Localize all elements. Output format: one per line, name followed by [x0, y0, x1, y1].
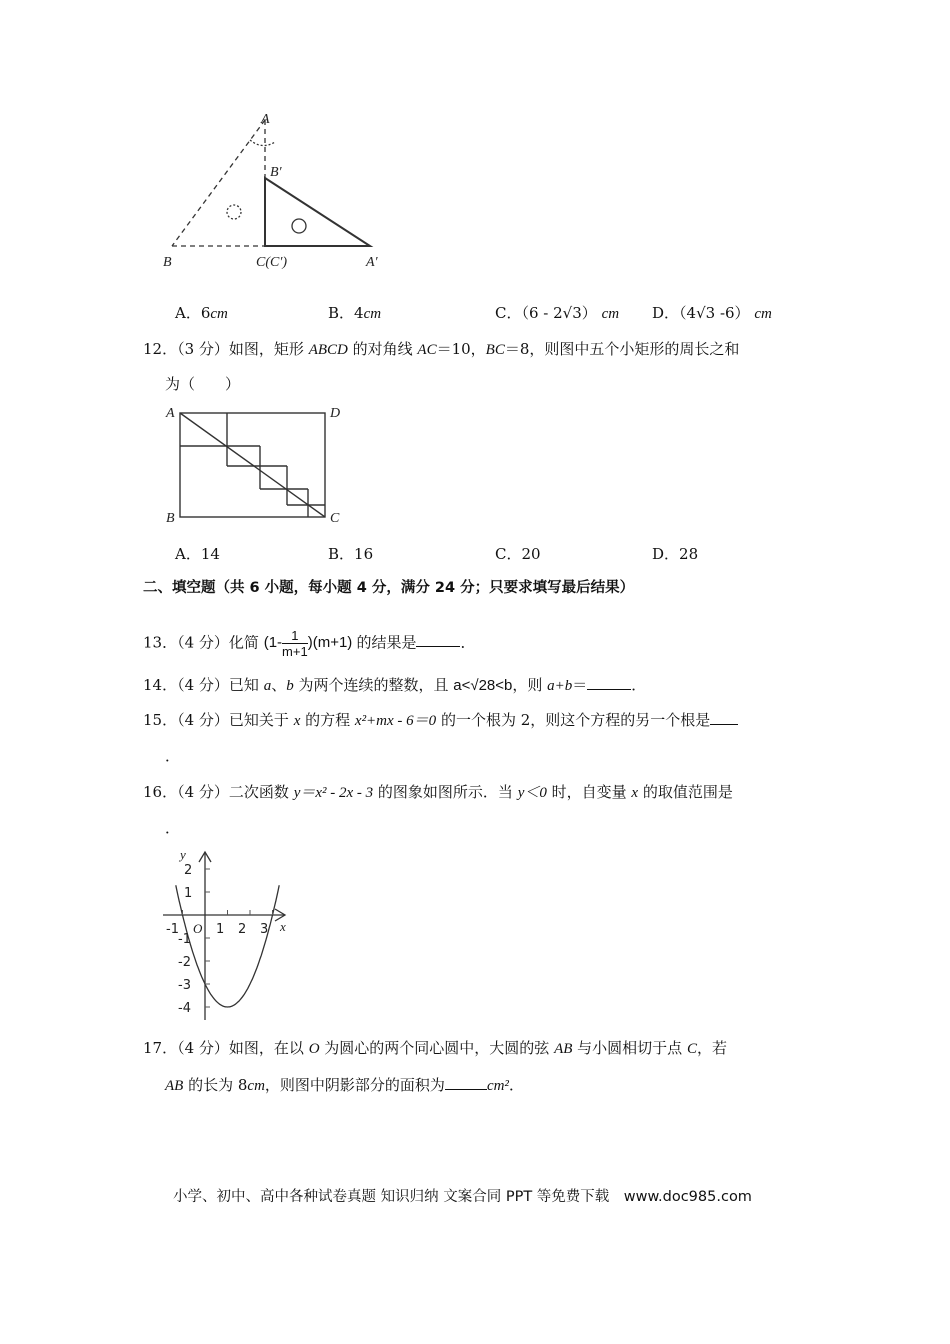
q11-option-b[interactable]: B．4cm	[328, 304, 382, 322]
q11-option-c[interactable]: C．（6 - 2√3） cm	[495, 304, 620, 322]
x-tick-label: 2	[238, 922, 247, 937]
y-tick-label: -3	[178, 978, 191, 993]
section-heading: 二、填空题（共 6 小题，每小题 4 分，满分 24 分；只要求填写最后结果）	[143, 580, 635, 596]
label-A: A	[261, 112, 270, 127]
q15-text: 15．（4 分）已知关于 x 的方程 x²+mx - 6＝0 的一个根为 2，则这个方程的另一个根是	[143, 710, 738, 731]
x-tick-label: 3	[260, 922, 269, 937]
y-tick-label: -1	[178, 932, 191, 947]
q14-text: 14．（4 分）已知 a、b 为两个连续的整数，且 a<√28<b，则 a+b＝ ．	[143, 676, 647, 694]
q13-text: 13．（4 分）化简 (1- $\frac{1}{m+1}$ )(m+1) 的结果是 ．	[143, 628, 476, 659]
label-C: C(C′)	[256, 255, 288, 270]
y-tick-label: -2	[178, 955, 191, 970]
q17-text-line2: AB 的长为 8cm，则图中阴影部分的面积为 cm²．	[165, 1076, 524, 1094]
q12-text: 12．（3 分）如图，矩形 ABCD 的对角线 AC＝10，BC＝8，则图中五个小矩形的周长之和	[143, 340, 740, 358]
answer-blank[interactable]	[445, 1075, 487, 1090]
label-B-prime: B′	[270, 165, 282, 180]
q11-option-d[interactable]: D．（4√3 -6） cm	[652, 304, 772, 322]
x-axis-label: x	[280, 919, 286, 934]
label-D: D	[330, 406, 341, 421]
y-axis-label: y	[180, 847, 186, 862]
label-A-prime: A′	[366, 255, 378, 270]
label-B: B	[163, 255, 172, 270]
y-tick-label: -4	[178, 1001, 191, 1016]
label-B: B	[166, 511, 175, 526]
q12-option-b[interactable]: B．16	[328, 545, 374, 563]
label-C: C	[330, 511, 340, 526]
q17-text: 17．（4 分）如图，在以 O 为圆心的两个同心圆中，大圆的弦 AB 与小圆相切于点 C，若	[143, 1039, 727, 1057]
y-tick-label: 2	[184, 863, 193, 878]
q12-option-d[interactable]: D．28	[652, 545, 699, 563]
label-A: A	[166, 406, 175, 421]
parabola-curve	[176, 885, 279, 1007]
origin-label: O	[193, 921, 203, 936]
x-tick-label: 1	[216, 922, 225, 937]
q15-end: ．	[165, 747, 181, 765]
q12-text-line2: 为（ ）	[165, 375, 241, 393]
q16-end: ．	[165, 819, 181, 837]
q12-option-c[interactable]: C．20	[495, 545, 541, 563]
q11-option-a[interactable]: A．6cm	[175, 304, 228, 322]
y-tick-label: 1	[184, 886, 193, 901]
q16-text: 16．（4 分）二次函数 y＝x² - 2x - 3 的图象如图所示．当 y＜0 时，自变量 x 的取值范围是	[143, 783, 733, 801]
q12-option-a[interactable]: A．14	[175, 545, 220, 563]
footer-text: 小学、初中、高中各种试卷真题 知识归纳 文案合同 PPT 等免费下载 www.doc985.com	[173, 1189, 752, 1205]
x-tick-label: -1	[166, 922, 179, 937]
q13-expression: (1- $\frac{1}{m+1}$ )(m+1)	[263, 628, 353, 659]
